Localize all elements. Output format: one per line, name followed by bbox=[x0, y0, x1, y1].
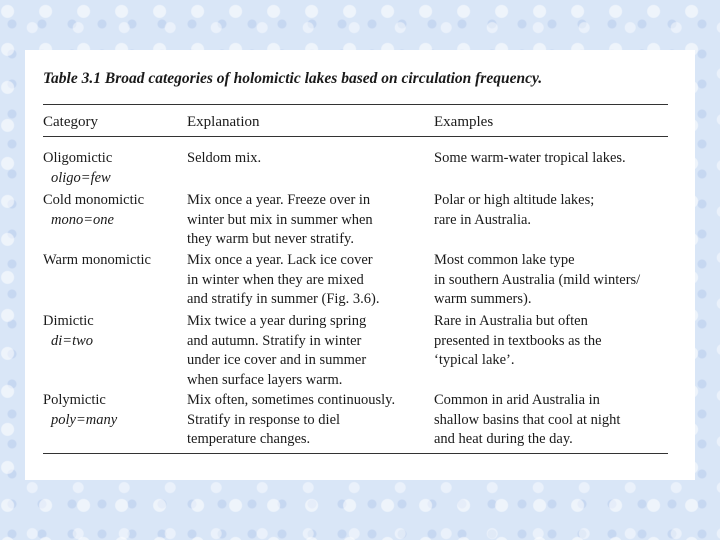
explanation-line: temperature changes. bbox=[187, 431, 311, 447]
explanation-line: and autumn. Stratify in winter bbox=[187, 332, 362, 349]
row-dimictic-category bbox=[43, 312, 94, 351]
explanation-line: in winter when they are mixed bbox=[187, 271, 364, 288]
header-rule bbox=[43, 136, 668, 137]
row-dimictic-explanation bbox=[187, 312, 366, 390]
table-bottom-rule bbox=[43, 453, 668, 454]
examples-line: rare in Australia. bbox=[434, 211, 532, 228]
explanation-line: Seldom mix. bbox=[187, 150, 262, 166]
category-meaning: poly=many bbox=[51, 411, 118, 428]
explanation-line: Mix often, sometimes continuously. bbox=[187, 392, 396, 408]
explanation-line: Mix once a year. Freeze over in bbox=[187, 192, 371, 208]
explanation-line: they warm but never stratify. bbox=[187, 231, 354, 247]
explanation-line: Mix once a year. Lack ice cover bbox=[187, 252, 373, 268]
row-warm-monomictic-category bbox=[43, 251, 151, 271]
row-polymictic-examples bbox=[434, 391, 620, 450]
header-explanation: Explanation bbox=[187, 114, 260, 130]
row-warm-monomictic-explanation bbox=[187, 251, 380, 310]
category-name: Warm monomictic bbox=[43, 252, 151, 268]
examples-line: Common in arid Australia in bbox=[434, 392, 600, 408]
row-polymictic-category bbox=[43, 391, 117, 430]
examples-line: Polar or high altitude lakes; bbox=[434, 192, 595, 208]
examples-line: and heat during the day. bbox=[434, 431, 573, 447]
explanation-line: Stratify in response to diel bbox=[187, 411, 341, 428]
table-page bbox=[25, 50, 695, 480]
examples-line: in southern Australia (mild winters/ bbox=[434, 271, 641, 288]
explanation-line: Mix twice a year during spring bbox=[187, 313, 367, 329]
examples-line: Rare in Australia but often bbox=[434, 313, 588, 329]
examples-line: ‘typical lake’. bbox=[434, 352, 515, 368]
explanation-line: when surface layers warm. bbox=[187, 371, 343, 388]
examples-line: Some warm-water tropical lakes. bbox=[434, 150, 626, 166]
explanation-line: winter but mix in summer when bbox=[187, 211, 373, 228]
category-meaning: di=two bbox=[51, 332, 94, 349]
row-oligomictic-category bbox=[43, 149, 112, 188]
explanation-line: under ice cover and in summer bbox=[187, 352, 367, 368]
row-dimictic-examples bbox=[434, 312, 602, 371]
explanation-line: and stratify in summer (Fig. 3.6). bbox=[187, 291, 380, 307]
row-oligomictic-explanation bbox=[187, 149, 261, 169]
examples-line: warm summers). bbox=[434, 291, 532, 307]
row-warm-monomictic-examples bbox=[434, 251, 640, 310]
examples-line: shallow basins that cool at night bbox=[434, 411, 621, 428]
category-meaning: mono=one bbox=[51, 211, 114, 228]
category-name: Polymictic bbox=[43, 392, 106, 408]
row-cold-monomictic-explanation bbox=[187, 191, 373, 250]
category-name: Cold monomictic bbox=[43, 192, 145, 208]
category-name: Dimictic bbox=[43, 313, 94, 329]
row-oligomictic-examples bbox=[434, 149, 626, 169]
row-polymictic-explanation bbox=[187, 391, 395, 450]
table-top-rule bbox=[43, 104, 668, 105]
header-category: Category bbox=[43, 114, 98, 130]
examples-line: presented in textbooks as the bbox=[434, 332, 602, 349]
row-cold-monomictic-category bbox=[43, 191, 144, 230]
category-name: Oligomictic bbox=[43, 150, 113, 166]
category-meaning: oligo=few bbox=[51, 169, 111, 186]
examples-line: Most common lake type bbox=[434, 252, 575, 268]
header-examples: Examples bbox=[434, 114, 494, 130]
table-title: Table 3.1 Broad categories of holomictic lakes based on circulation frequency. bbox=[43, 70, 543, 87]
row-cold-monomictic-examples bbox=[434, 191, 594, 230]
